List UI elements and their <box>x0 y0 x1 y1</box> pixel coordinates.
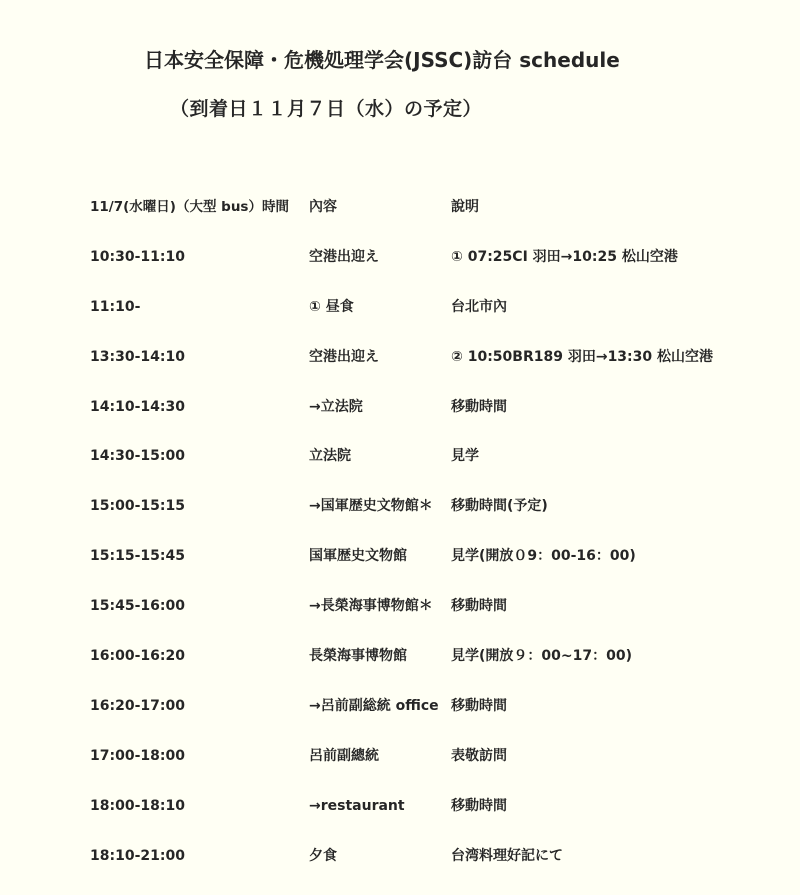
schedule-table <box>90 197 790 895</box>
row-content: 立法院 <box>309 448 351 465</box>
row-description: 見学 <box>451 448 479 465</box>
table-row <box>90 796 790 846</box>
row-content: →呂前副総統 office <box>309 697 439 714</box>
table-row <box>90 397 790 447</box>
row-content: →立法院 <box>309 398 363 415</box>
table-row <box>90 846 790 895</box>
row-description: 移動時間 <box>451 598 507 615</box>
table-row <box>90 297 790 347</box>
row-time: 14:10-14:30 <box>90 398 185 415</box>
row-description: 移動時間(予定) <box>451 498 548 515</box>
row-time: 16:20-17:00 <box>90 697 185 714</box>
row-description: 見学(開放０9：00-16：00) <box>451 548 636 565</box>
row-time: 16:00-16:20 <box>90 648 185 665</box>
row-time: 15:15-15:45 <box>90 548 185 565</box>
table-row <box>90 646 790 696</box>
row-time: 15:00-15:15 <box>90 498 185 515</box>
row-time: 14:30-15:00 <box>90 448 185 465</box>
row-description: ② 10:50BR189 羽田→13:30 松山空港 <box>451 348 714 365</box>
header-content: 內容 <box>309 199 337 215</box>
table-body <box>90 247 790 895</box>
row-content: →restaurant <box>309 797 405 814</box>
table-row <box>90 746 790 796</box>
row-time: 18:10-21:00 <box>90 847 185 864</box>
header-time: 11/7(水曜日)（大型 bus）時間 <box>90 199 289 215</box>
row-description: 台北市內 <box>451 298 507 315</box>
table-header-row <box>90 197 790 247</box>
row-content: 夕食 <box>309 847 337 864</box>
row-content: ① 昼食 <box>309 298 354 315</box>
table-row <box>90 496 790 546</box>
row-description: 見学(開放９：00~17：00) <box>451 648 632 665</box>
row-description: 移動時間 <box>451 398 507 415</box>
row-content: →国軍歴史文物館＊ <box>309 498 433 515</box>
row-time: 13:30-14:10 <box>90 348 185 365</box>
row-time: 10:30-11:10 <box>90 248 185 265</box>
row-description: 移動時間 <box>451 797 507 814</box>
table-row <box>90 546 790 596</box>
row-time: 15:45-16:00 <box>90 598 185 615</box>
row-content: 国軍歴史文物館 <box>309 548 407 565</box>
table-row <box>90 596 790 646</box>
row-time: 17:00-18:00 <box>90 747 185 764</box>
row-content: →長榮海事博物館＊ <box>309 598 433 615</box>
row-description: ① 07:25CI 羽田→10:25 松山空港 <box>451 248 678 265</box>
row-time: 11:10- <box>90 298 141 315</box>
row-description: 移動時間 <box>451 697 507 714</box>
header-description: 說明 <box>451 199 479 215</box>
table-row <box>90 696 790 746</box>
row-description: 台湾料理好記にて <box>451 847 563 864</box>
document-subtitle: （到着日１１月７日（水）の予定） <box>170 98 483 120</box>
row-content: 空港出迎え <box>309 348 379 365</box>
row-time: 18:00-18:10 <box>90 797 185 814</box>
row-content: 空港出迎え <box>309 248 379 265</box>
table-row <box>90 446 790 496</box>
document-title: 日本安全保障・危機処理学会(JSSC)訪台 schedule <box>144 48 620 72</box>
table-row <box>90 347 790 397</box>
row-content: 長榮海事博物館 <box>309 648 407 665</box>
row-description: 表敬訪問 <box>451 747 507 764</box>
table-row <box>90 247 790 297</box>
row-content: 呂前副總統 <box>309 747 379 764</box>
